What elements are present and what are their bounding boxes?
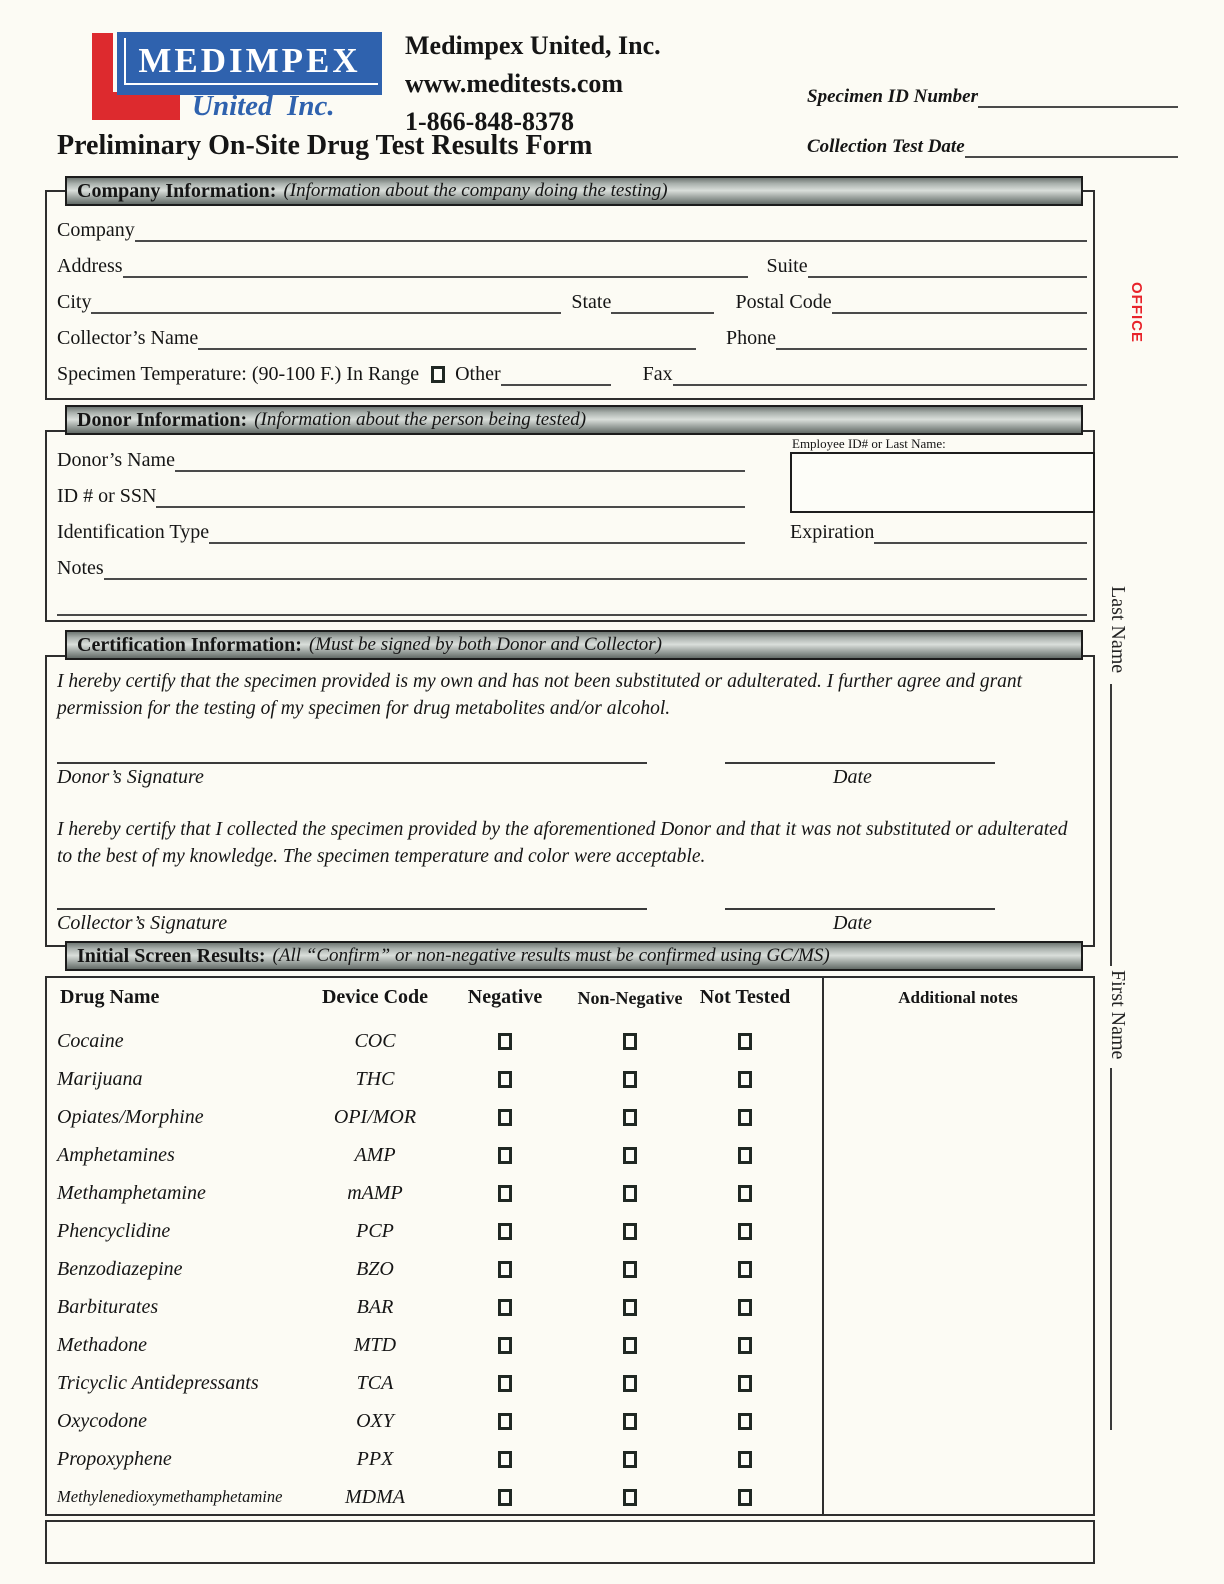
- collector-certification-statement: I hereby certify that I collected the specimen provided by the aforementioned Donor and that it was not substituted or adulterated to the best of my knowledge. The specimen temperature and color were acceptable.: [57, 819, 1068, 867]
- device-code: MTD: [353, 1333, 397, 1356]
- not-tested-checkbox[interactable]: [738, 1337, 752, 1354]
- certification-section-title: Certification Information:: [77, 633, 302, 656]
- non-negative-checkbox[interactable]: [623, 1299, 637, 1316]
- specimen-temp-label: Specimen Temperature: (90-100 F.) In Range: [57, 363, 420, 385]
- collector-signature-input[interactable]: [57, 908, 647, 910]
- notes-input[interactable]: [104, 555, 1087, 580]
- notes-label: Notes: [57, 557, 104, 579]
- not-tested-checkbox[interactable]: [738, 1261, 752, 1278]
- negative-checkbox[interactable]: [498, 1299, 512, 1316]
- donor-date-label: Date: [833, 766, 872, 788]
- negative-checkbox[interactable]: [498, 1185, 512, 1202]
- address-label: Address: [57, 255, 123, 277]
- not-tested-column-header: Not Tested: [699, 986, 791, 1008]
- page-title: Preliminary On-Site Drug Test Results Form: [57, 130, 593, 161]
- employee-id-box-label: Employee ID# or Last Name:: [792, 436, 946, 451]
- non-negative-checkbox[interactable]: [623, 1109, 637, 1126]
- specimen-id-label: Specimen ID Number: [807, 85, 978, 107]
- negative-checkbox[interactable]: [498, 1261, 512, 1278]
- id-ssn-input[interactable]: [156, 483, 745, 508]
- not-tested-checkbox[interactable]: [738, 1375, 752, 1392]
- not-tested-checkbox[interactable]: [738, 1185, 752, 1202]
- device-code: BZO: [356, 1257, 394, 1280]
- notes-column-divider: [822, 978, 824, 1515]
- table-row: [57, 1098, 805, 1136]
- non-negative-checkbox[interactable]: [623, 1071, 637, 1088]
- company-name-line: Medimpex United, Inc.: [405, 31, 661, 60]
- not-tested-checkbox[interactable]: [738, 1451, 752, 1468]
- last-name-side-input[interactable]: [1110, 684, 1112, 966]
- last-name-side-label: Last Name: [1107, 586, 1129, 674]
- collector-date-label: Date: [833, 912, 872, 934]
- drug-name: Methamphetamine: [57, 1181, 206, 1204]
- first-name-side-label: First Name: [1107, 970, 1129, 1060]
- drug-rows: [57, 1022, 805, 1516]
- device-code: THC: [355, 1067, 395, 1090]
- in-range-checkbox[interactable]: [431, 366, 445, 383]
- bottom-blank-box[interactable]: [45, 1520, 1095, 1564]
- results-section-title: Initial Screen Results:: [77, 944, 266, 967]
- collection-date-label: Collection Test Date: [807, 135, 965, 157]
- phone-input[interactable]: [776, 325, 1087, 350]
- suite-input[interactable]: [808, 253, 1087, 278]
- company-section-header: [65, 176, 1083, 206]
- donor-date-input[interactable]: [725, 762, 995, 764]
- drug-name: Opiates/Morphine: [57, 1105, 204, 1128]
- collector-date-input[interactable]: [725, 908, 995, 910]
- table-row: [57, 1364, 805, 1402]
- drug-name-column-header: Drug Name: [60, 986, 160, 1008]
- non-negative-checkbox[interactable]: [623, 1413, 637, 1430]
- first-name-side-input[interactable]: [1110, 1068, 1112, 1430]
- employee-id-box[interactable]: [790, 452, 1095, 513]
- results-section-subtitle: (All “Confirm” or non-negative results must be confirmed using GC/MS): [272, 945, 830, 966]
- not-tested-checkbox[interactable]: [738, 1071, 752, 1088]
- logo-red-l-foot: [92, 92, 180, 120]
- donor-signature-label: Donor’s Signature: [57, 766, 204, 788]
- state-input[interactable]: [611, 289, 713, 314]
- table-row: [57, 1402, 805, 1440]
- drug-name: Propoxyphene: [57, 1447, 172, 1470]
- donor-section-header: [65, 405, 1083, 435]
- donor-name-input[interactable]: [175, 447, 745, 472]
- collection-date-input[interactable]: [965, 134, 1178, 158]
- logo-brand-text: MEDIMPEX: [138, 41, 361, 80]
- postal-code-label: Postal Code: [735, 291, 832, 313]
- company-input[interactable]: [135, 217, 1087, 242]
- device-code: MDMA: [345, 1485, 405, 1508]
- drug-name: Marijuana: [57, 1067, 143, 1090]
- drug-name: Phencyclidine: [57, 1219, 171, 1242]
- not-tested-checkbox[interactable]: [738, 1489, 752, 1506]
- drug-name: Tricyclic Antidepressants: [57, 1371, 259, 1394]
- table-row: [57, 1478, 805, 1516]
- negative-checkbox[interactable]: [498, 1109, 512, 1126]
- collector-name-label: Collector’s Name: [57, 327, 199, 349]
- table-row: [57, 1326, 805, 1364]
- device-code: mAMP: [347, 1181, 403, 1204]
- table-row: [57, 1022, 805, 1060]
- non-negative-checkbox[interactable]: [623, 1261, 637, 1278]
- negative-checkbox[interactable]: [498, 1451, 512, 1468]
- not-tested-checkbox[interactable]: [738, 1299, 752, 1316]
- donor-signature-input[interactable]: [57, 762, 647, 764]
- state-label: State: [571, 291, 612, 313]
- not-tested-checkbox[interactable]: [738, 1413, 752, 1430]
- results-section-header: [65, 941, 1083, 971]
- contact-block: [405, 27, 661, 141]
- non-negative-column-header: Non-Negative: [577, 988, 683, 1008]
- not-tested-checkbox[interactable]: [738, 1109, 752, 1126]
- device-code-column-header: Device Code: [321, 986, 429, 1008]
- additional-notes-column-header: Additional notes: [898, 988, 1018, 1007]
- notes-extra-line-input[interactable]: [57, 591, 1087, 616]
- donor-section-subtitle: (Information about the person being tested): [254, 409, 587, 430]
- collector-signature-label: Collector’s Signature: [57, 912, 228, 934]
- table-row: [57, 1136, 805, 1174]
- negative-checkbox[interactable]: [498, 1413, 512, 1430]
- table-row: [57, 1060, 805, 1098]
- donor-name-label: Donor’s Name: [57, 449, 175, 471]
- non-negative-checkbox[interactable]: [623, 1185, 637, 1202]
- device-code: BAR: [356, 1295, 394, 1318]
- office-stamp: OFFICE: [1128, 282, 1145, 343]
- non-negative-checkbox[interactable]: [623, 1033, 637, 1050]
- certification-section-header: [65, 630, 1083, 660]
- device-code: PCP: [356, 1219, 394, 1242]
- not-tested-checkbox[interactable]: [738, 1033, 752, 1050]
- drug-name: Methadone: [57, 1333, 147, 1356]
- negative-checkbox[interactable]: [498, 1071, 512, 1088]
- table-row: [57, 1250, 805, 1288]
- not-tested-checkbox[interactable]: [738, 1223, 752, 1240]
- non-negative-checkbox[interactable]: [623, 1337, 637, 1354]
- not-tested-checkbox[interactable]: [738, 1147, 752, 1164]
- fax-input[interactable]: [673, 361, 1087, 386]
- table-row: [57, 1212, 805, 1250]
- device-code: COC: [354, 1029, 396, 1052]
- fax-label: Fax: [642, 363, 673, 385]
- address-input[interactable]: [123, 253, 749, 278]
- identification-type-label: Identification Type: [57, 521, 210, 543]
- non-negative-checkbox[interactable]: [623, 1223, 637, 1240]
- certification-section-subtitle: (Must be signed by both Donor and Collector): [308, 634, 662, 655]
- drug-name: Amphetamines: [57, 1143, 175, 1166]
- phone-label: Phone: [725, 327, 776, 349]
- logo-inner-line-horizontal: [124, 83, 378, 85]
- drug-name: Barbiturates: [57, 1295, 159, 1318]
- device-code: AMP: [354, 1143, 396, 1166]
- table-row: [57, 1440, 805, 1478]
- drug-name: Benzodiazepine: [57, 1257, 183, 1280]
- expiration-input[interactable]: [874, 519, 1087, 544]
- website-line: www.meditests.com: [405, 69, 624, 98]
- non-negative-checkbox[interactable]: [623, 1147, 637, 1164]
- table-row: [57, 1174, 805, 1212]
- logo-inner-line-vertical: [124, 38, 126, 85]
- collector-name-input[interactable]: [198, 325, 696, 350]
- non-negative-checkbox[interactable]: [623, 1375, 637, 1392]
- non-negative-checkbox[interactable]: [623, 1489, 637, 1506]
- company-section-title: Company Information:: [77, 179, 277, 202]
- non-negative-checkbox[interactable]: [623, 1451, 637, 1468]
- city-input[interactable]: [91, 289, 561, 314]
- donor-certification-statement: I hereby certify that the specimen provided is my own and has not been substituted or adulterated. I further agree and grant permission for the testing of my specimen for drug metabolites and/or alcohol.: [57, 671, 1023, 719]
- drug-name: Cocaine: [57, 1029, 124, 1052]
- negative-checkbox[interactable]: [498, 1223, 512, 1240]
- identification-type-input[interactable]: [209, 519, 745, 544]
- device-code: PPX: [356, 1447, 394, 1470]
- negative-checkbox[interactable]: [498, 1147, 512, 1164]
- company-section-subtitle: (Information about the company doing the testing): [283, 180, 668, 201]
- device-code: OPI/MOR: [333, 1105, 417, 1128]
- negative-checkbox[interactable]: [498, 1489, 512, 1506]
- table-row: [57, 1288, 805, 1326]
- other-temp-input[interactable]: [501, 361, 611, 386]
- negative-checkbox[interactable]: [498, 1033, 512, 1050]
- medimpex-logo: [117, 32, 382, 95]
- other-label: Other: [455, 363, 501, 385]
- device-code: TCA: [356, 1371, 394, 1394]
- suite-label: Suite: [766, 255, 808, 277]
- phone-line: 1-866-848-8378: [405, 107, 574, 136]
- specimen-id-input[interactable]: [978, 84, 1178, 108]
- city-label: City: [57, 291, 92, 313]
- logo-tagline: United Inc.: [192, 90, 335, 122]
- company-label: Company: [57, 219, 135, 241]
- expiration-label: Expiration: [790, 521, 875, 543]
- negative-checkbox[interactable]: [498, 1337, 512, 1354]
- postal-code-input[interactable]: [832, 289, 1087, 314]
- device-code: OXY: [356, 1409, 394, 1432]
- donor-section-title: Donor Information:: [77, 408, 248, 431]
- negative-column-header: Negative: [467, 986, 543, 1008]
- id-ssn-label: ID # or SSN: [57, 485, 157, 507]
- drug-name: Methylenedioxymethamphetamine: [57, 1487, 283, 1506]
- negative-checkbox[interactable]: [498, 1375, 512, 1392]
- drug-name: Oxycodone: [57, 1409, 147, 1432]
